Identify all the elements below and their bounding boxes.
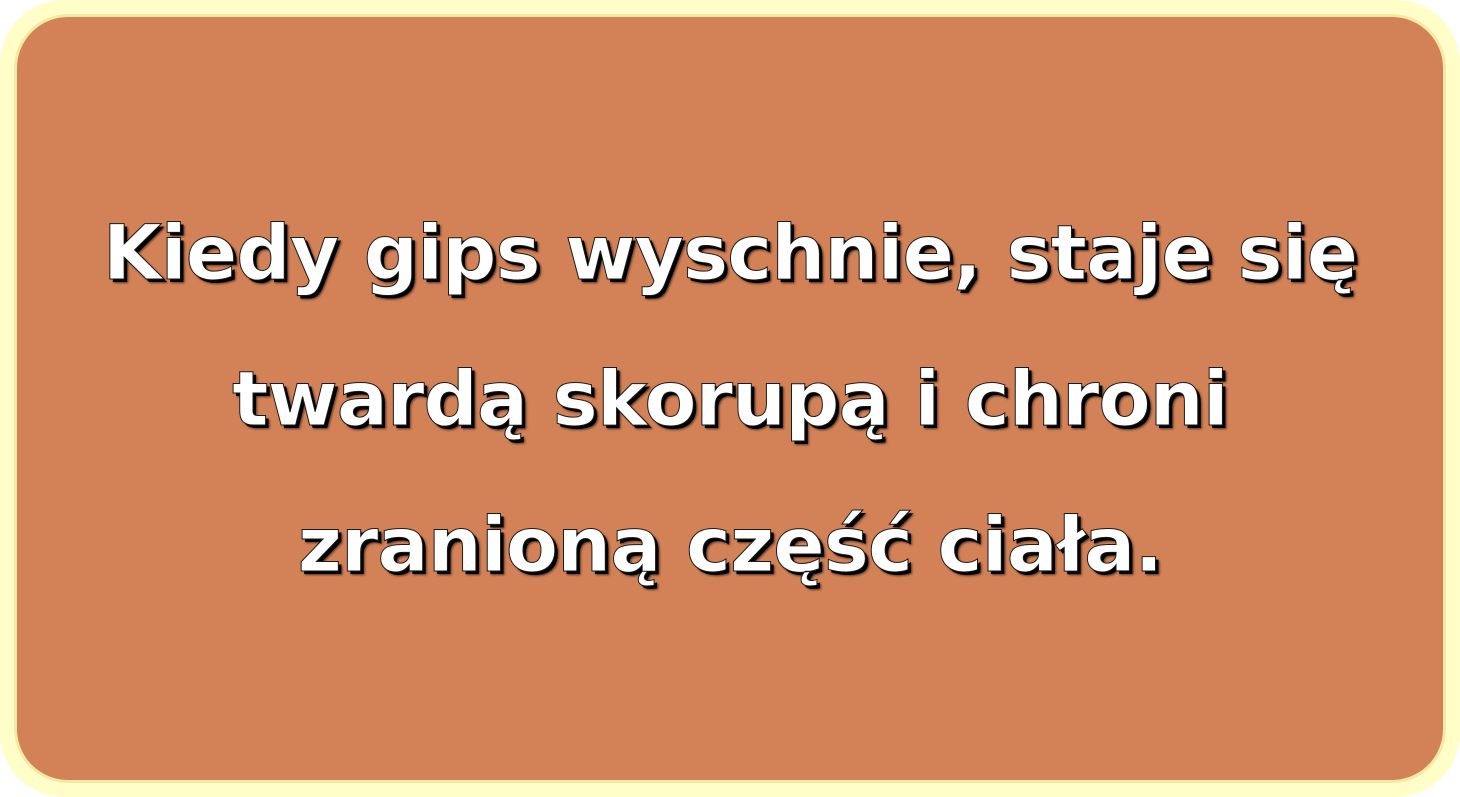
caption-text <box>63 180 1397 618</box>
caption-line-2: twardą skorupą i chroni <box>232 353 1228 443</box>
caption-line-3: zranioną część ciała. <box>297 499 1163 589</box>
text-card <box>14 14 1446 783</box>
caption-line-1: Kiedy gips wyschnie, staje się <box>102 207 1358 297</box>
